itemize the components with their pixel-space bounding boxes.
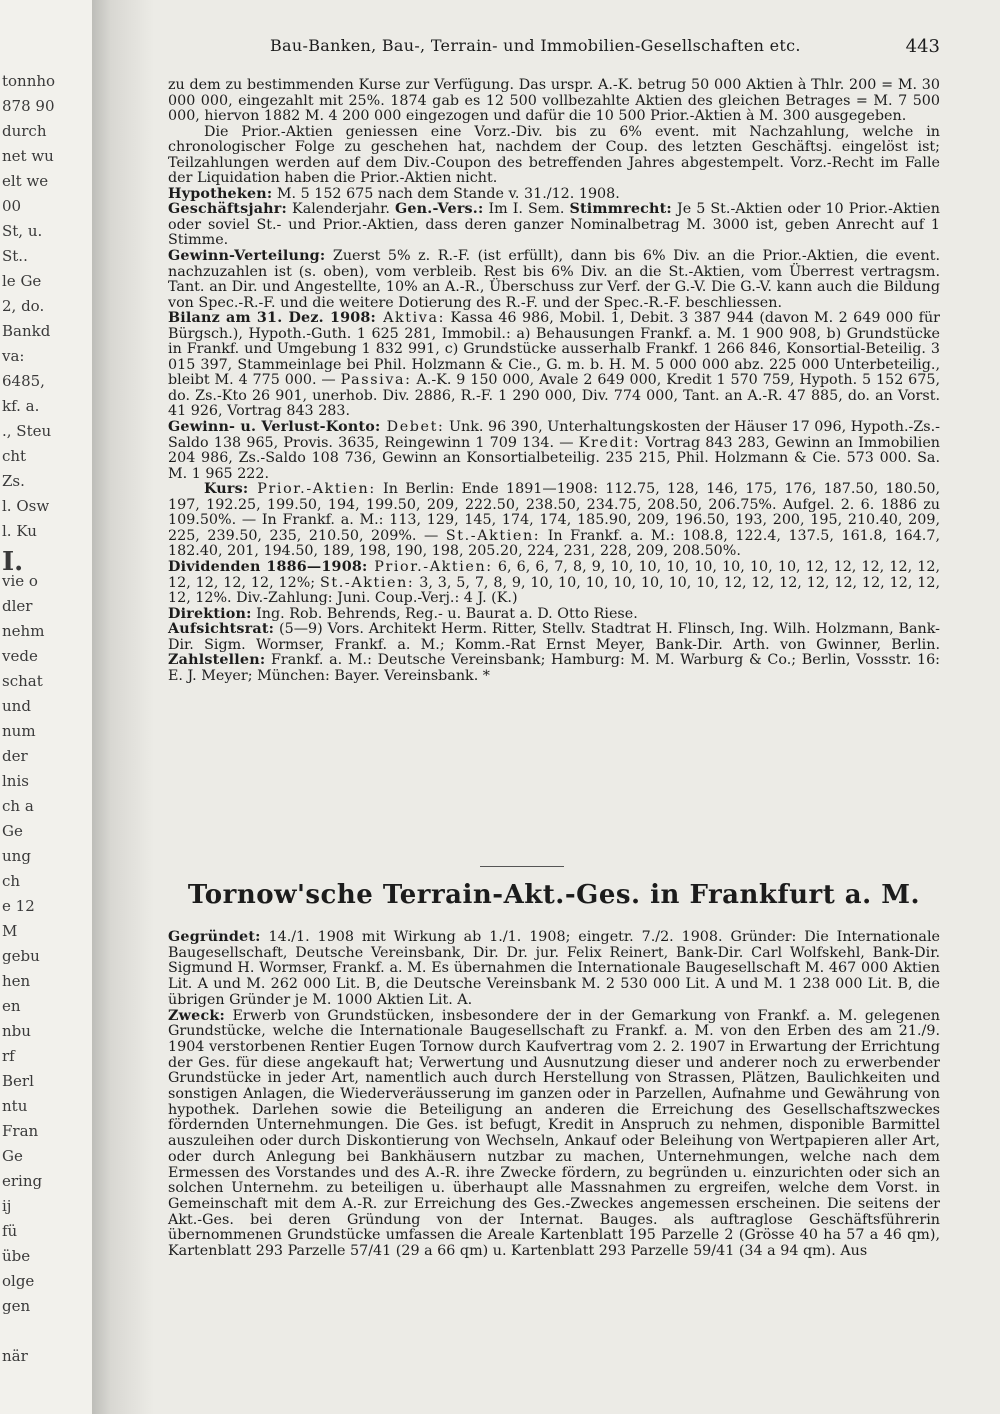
left-page-fragment: ch: [2, 872, 21, 890]
left-page-fragment: schat: [2, 672, 43, 690]
text-div-st: 3, 3, 5, 7, 8, 9, 10, 10, 10, 10, 10, 10, 10, 12, 12, 12, 12, 12, 12, 12, 12, 12, 12%. Div.-Zahlung: Juni. Coup.-Verj.: 4 J. (K.): [168, 574, 940, 607]
left-page-fragment: fü: [2, 1222, 18, 1240]
left-page-fragment: 00: [2, 197, 22, 215]
left-page-fragment: ij: [2, 1197, 12, 1215]
text-aktiva: Kassa 46 986, Mobil. 1, Debit. 3 387 944 (davon M. 2 649 000 für Bürgsch.), Hypoth.-Guth. 1 625 281, Immobil.: a) Behausungen Frankf. a. M. 1 900 908, b) Grundstücke in Frankf. und Umgebung 1 832 991, c) Grundstücke ausserhalb Frankf. 1 266 846, Konsortial-Beteilig. 3 015 397, Stammeinlage bei Phil. Holzmann & Cie., G. m. b. H. M. 5 000 000 abz. 225 000 Unterbeteilig., bleibt M. 4 775 000. —: [168, 310, 940, 389]
text-passiva: A.-K. 9 150 000, Avale 2 649 000, Kredit 1 570 759, Hypoth. 5 152 675, do. Zs.-Kto 26 901, unerhob. Div. 2886, R.-F. 1 290 000, Div. 774 000, Tant. an A.-R. 47 885, do. an Vorst. 41 926, Vortrag 843 283.: [168, 372, 940, 420]
left-page-fragment: le Ge: [2, 272, 42, 290]
entry-direktion: [168, 607, 940, 623]
left-page-fragment: rf: [2, 1047, 15, 1065]
text-kredit: Vortrag 843 283, Gewinn an Immobilien 204 986, Zs.-Saldo 108 736, Gewinn an Konsortialbeteilig. 235 215, Phil. Holzmann & Cie. 573 000. Sa. M. 1 965 222.: [168, 434, 940, 482]
text-zahlstellen: Frankf. a. M.: Deutsche Vereinsbank; Hamburg: M. M. Warburg & Co.; Berlin, Vossstr. 16: E. J. Meyer; München: Bayer. Vereinsbank. *: [168, 652, 940, 684]
left-page-fragment: ., Steu: [2, 422, 52, 440]
left-page-fragment: va:: [2, 347, 25, 365]
left-page-fragment: 6485,: [2, 372, 45, 390]
left-page-fragment: Fran: [2, 1122, 39, 1140]
left-page-fragment: tonnho: [2, 72, 56, 90]
label-stimmrecht: Stimmrecht:: [569, 201, 672, 218]
left-page-fragment: Zs.: [2, 472, 25, 490]
paragraph-capital: zu dem zu bestimmenden Kurse zur Verfügung. Das urspr. A.-K. betrug 50 000 Aktien à Thlr. 200 = M. 30 000 000, eingezahlt mit 25%. 1874 gab es 12 500 vollbezahlte Aktien des gleichen Betrages = M. 7 500 000, hiervon 1882 M. 4 200 000 eingezogen und dafür die 10 500 Prior.-Aktien à M. 300 ausgegeben.: [168, 77, 940, 125]
label-aktiva: Aktiva:: [376, 310, 445, 327]
text-debet: Unk. 96 390, Unterhaltungskosten der Häuser 17 096, Hypoth.-Zs.-Saldo 138 965, Provis. 3635, Reingewinn 1 709 134. —: [168, 419, 941, 451]
label-dividenden: Dividenden 1886—1908:: [168, 558, 368, 575]
left-page-fragment: e 12: [2, 897, 35, 915]
left-page-fragment: 2, do.: [2, 297, 45, 315]
left-page-fragment: kf. a.: [2, 397, 40, 415]
left-page-fragment: cht: [2, 447, 27, 465]
left-page-fragment: elt we: [2, 172, 49, 190]
left-page-fragment: und: [2, 697, 31, 715]
label-bilanz: Bilanz am 31. Dez. 1908:: [168, 310, 377, 327]
left-page-fragment: I.: [2, 547, 24, 577]
left-page-fragment: nehm: [2, 622, 45, 640]
text-aufsichtsrat: (5—9) Vors. Architekt Herm. Ritter, Stellv. Stadtrat H. Flinsch, Ing. Wilh. Holzmann, Bank-Dir. Sigm. Wormser, Frankf. a. M.; Komm.-Rat Ernst Meyer, Bank-Dir. Arth. von Gwinner, Berlin.: [168, 621, 940, 653]
label-aufsichtsrat: Aufsichtsrat:: [168, 621, 275, 638]
left-page-fragment: übe: [2, 1247, 31, 1265]
left-page-fragment: Bankd: [2, 322, 51, 340]
text-stimmrecht: Je 5 St.-Aktien oder 10 Prior.-Aktien oder soviel St.- und Prior.-Aktien, dass deren ganzer Nominalbetrag M. 3000 ist, geben Anrecht auf 1 Stimme.: [168, 201, 940, 249]
left-page-fragment: M: [2, 922, 18, 940]
entry-aufsichtsrat: [168, 622, 940, 684]
left-page-fragment: ung: [2, 847, 31, 865]
left-page-fragment: l. Osw: [2, 497, 50, 515]
left-page-fragment: gen: [2, 1297, 31, 1315]
running-header: [168, 36, 940, 60]
label-zweck: Zweck:: [168, 1007, 225, 1024]
text-direktion: Ing. Rob. Behrends, Reg.- u. Baurat a. D. Otto Riese.: [251, 605, 638, 622]
section-bau-bank-continued: [168, 78, 940, 684]
left-page-fragment: när: [2, 1347, 28, 1365]
left-page-fragment: vede: [2, 647, 38, 665]
left-page-fragment: durch: [2, 122, 47, 140]
entry-bilanz: [168, 311, 940, 420]
book-gutter-shadow: [92, 0, 154, 1414]
left-page-fragment: St..: [2, 247, 28, 265]
label-hypotheken: Hypotheken:: [168, 185, 273, 202]
left-page-fragment: gebu: [2, 947, 40, 965]
label-direktion: Direktion:: [168, 605, 252, 622]
company-title: Tornow'sche Terrain-Akt.-Ges. in Frankfurt a. M.: [187, 880, 921, 910]
section-tornow: [168, 930, 940, 1260]
label-gewinn-verlust: Gewinn- u. Verlust-Konto:: [168, 419, 381, 436]
left-page-fragment: net wu: [2, 147, 54, 165]
label-gewinn-verteilung: Gewinn-Verteilung:: [168, 248, 326, 265]
left-page-fragment: en: [2, 997, 21, 1015]
left-page-fragment: num: [2, 722, 36, 740]
left-page-fragment: dler: [2, 597, 33, 615]
text-zweck: Erwerb von Grundstücken, insbesondere der in der Gemarkung von Frankf. a. M. gelegenen Grundstücke, welche die Internationale Baugesellschaft zu Frankf. a. M. von den Erben des am 21./9. 1904 verstorbenen Rentier Eugen Tornow durch Kaufvertrag vom 2. 2. 1907 in Erwartung der Errichtung der Ges. für diese angekauft hat; Verwertung und Ausnutzung dieser und anderer noch zu erwerbender Grundstücke in jeder Art, namentlich auch durch Herstellung von Strassen, Plätzen, Baulichkeiten und sonstigen Anlagen, die Wiederveräusserung im ganzen oder in Parzellen, Aufnahme und Gewährung von hypothek. Darlehen sowie die Beteiligung an anderen die Erreichung des Gesellschaftszweckes fördernden Unternehmungen. Die Ges. ist befugt, Kredit in Anspruch zu nehmen, disponible Barmittel auszuleihen oder durch Diskontierung von Wechseln, Ankauf oder Beleihung von Wertpapieren aller Art, oder durch Anlegung bei Bankhäusern nutzbar zu machen, Unternehmungen, welche nach dem Ermessen des Vorstandes und des A.-R. ihre Zwecke fördern, zu begründen u. einzurichten oder sich an solchen Unternehm. zu beteiligen u. überhaupt alle Massnahmen zu ergreifen, welche dem Vorst. in Gemeinschaft mit dem A.-R. zur Erreichung des Ges.-Zweckes angemessen erscheinen. Die seitens der Akt.-Ges. bei deren Gründung von der Internat. Bauges. als auftraglose Geschäftsführerin übernommenen Grundstücke umfassen die Areale Kartenblatt 195 Parzelle 2 (Grösse 40 ha 57 a 46 qm), Kartenblatt 293 Parzelle 57/41 (29 a 66 qm) u. Kartenblatt 293 Parzelle 59/41 (34 a 94 qm). Aus: [168, 1007, 940, 1260]
entry-zweck: [168, 1009, 940, 1260]
label-div-st: St.-Aktien:: [320, 574, 415, 591]
section-divider: [480, 866, 564, 867]
label-kurs-st: St.-Aktien:: [445, 527, 541, 544]
text-kurs-prior: In Berlin: Ende 1891—1908: 112.75, 128, 146, 175, 176, 187.50, 180.50, 197, 192.25, 199.50, 194, 199.50, 209, 222.50, 238.50, 234.75, 208.50, 206.75%. Aufgel. 2. 6. 1886 zu 109.50%. — In Frankf. a. M.: 113, 129, 145, 174, 174, 185.90, 209, 196.50, 193, 200, 195, 210.40, 209, 225, 239.50, 235, 210.50, 209%. —: [168, 481, 941, 544]
text-geschaeftsjahr: Kalenderjahr.: [286, 201, 395, 218]
left-page-fragment: ering: [2, 1172, 43, 1190]
text-gen-vers: Im I. Sem.: [483, 201, 570, 218]
entry-geschaeftsjahr: [168, 202, 940, 249]
text-gegruendet: 14./1. 1908 mit Wirkung ab 1./1. 1908; eingetr. 7./2. 1908. Gründer: Die Internationale Baugesellschaft, Deutsche Vereinsbank, Dir. Dr. jur. Felix Reinert, Bank-Dir. Carl Wolfskehl, Bank-Dir. Sigmund H. Wormser, Frankf. a. M. Es übernahmen die Internationale Baugesellschaft M. 467 000 Aktien Lit. A und M. 262 000 Lit. B, die Deutsche Vereinsbank M. 2 530 000 Lit. A und M. 1 238 000 Lit. B, die übrigen Gründer je M. 1000 Aktien Lit. A.: [168, 929, 940, 1008]
page-number: 443: [905, 36, 940, 57]
label-div-prior: Prior.-Aktien:: [367, 558, 493, 575]
left-page-fragment: hen: [2, 972, 31, 990]
left-page-fragment: Berl: [2, 1072, 34, 1090]
left-page-fragment: St, u.: [2, 222, 43, 240]
entry-kurs: [168, 482, 940, 560]
left-page-fragment: lnis: [2, 772, 29, 790]
label-zahlstellen: Zahlstellen:: [168, 652, 266, 669]
left-page-fragment: 878 90: [2, 97, 55, 115]
left-page-fragment: der: [2, 747, 28, 765]
left-page-fragment: l. Ku: [2, 522, 37, 540]
label-kurs-prior: Prior.-Aktien:: [248, 481, 376, 498]
running-title: Bau-Banken, Bau-, Terrain- und Immobilien-Gesellschaften etc.: [270, 36, 801, 55]
entry-gewinn-verteilung: [168, 249, 940, 311]
text-hypotheken: M. 5 152 675 nach dem Stande v. 31./12. 1908.: [272, 185, 620, 202]
label-passiva: Passiva:: [340, 372, 412, 389]
left-page-fragment: Ge: [2, 822, 23, 840]
adjacent-page-edge: [0, 0, 92, 1414]
paragraph-prior-aktien: Die Prior.-Aktien geniessen eine Vorz.-Div. bis zu 6% event. mit Nachzahlung, welche in chronologischer Folge zu geschehen hat, nachdem der Coup. des letzten Geschäftsj. eingelöst ist; Teilzahlungen werden auf dem Div.-Coupon des betreffenden Jahres abgestempelt. Vorz.-Recht im Falle der Liquidation haben die Prior.-Aktien nicht.: [168, 123, 940, 187]
label-gen-vers: Gen.-Vers.:: [394, 201, 484, 218]
text-gewinn-verteilung: Zuerst 5% z. R.-F. (ist erfüllt), dann bis 6% Div. an die Prior.-Aktien, die event. nachzuzahlen ist (s. oben), vom verbleib. Rest bis 6% Div. an die St.-Aktien, vom Überrest vertragsm. Tant. an Dir. und Angestellte, 10% an A.-R., Überschuss zur Verf. der G.-V. Die G.-V. kann auch die Bildung von Spec.-R.-F. und die weitere Dotierung des R.-F. und der Spec.-R.-F. beschliessen.: [168, 248, 940, 311]
label-debet: Debet:: [380, 419, 445, 436]
entry-gegruendet: [168, 930, 940, 1009]
text-div-prior: 6, 6, 6, 7, 8, 9, 10, 10, 10, 10, 10, 10, 10, 12, 12, 12, 12, 12, 12, 12, 12, 12, 12%;: [168, 558, 940, 591]
entry-hypotheken: [168, 187, 940, 203]
left-page-fragment: olge: [2, 1272, 35, 1290]
label-geschaeftsjahr: Geschäftsjahr:: [168, 201, 287, 218]
left-page-fragment: ntu: [2, 1097, 28, 1115]
label-kurs: Kurs:: [204, 481, 249, 498]
text-kurs-st: In Frankf. a. M.: 108.8, 122.4, 137.5, 161.8, 164.7, 182.40, 201, 194.50, 189, 198, 190, 198, 205.20, 224, 231, 228, 209, 208.50%.: [168, 527, 940, 560]
label-gegruendet: Gegründet:: [168, 929, 261, 945]
entry-gewinn-verlust: [168, 420, 940, 482]
left-page-fragment: vie o: [2, 572, 38, 590]
entry-dividenden: [168, 560, 940, 607]
label-kredit: Kredit:: [578, 434, 641, 451]
left-page-fragment: ch a: [2, 797, 34, 815]
left-page-fragment: Ge: [2, 1147, 23, 1165]
left-page-fragment: nbu: [2, 1022, 31, 1040]
